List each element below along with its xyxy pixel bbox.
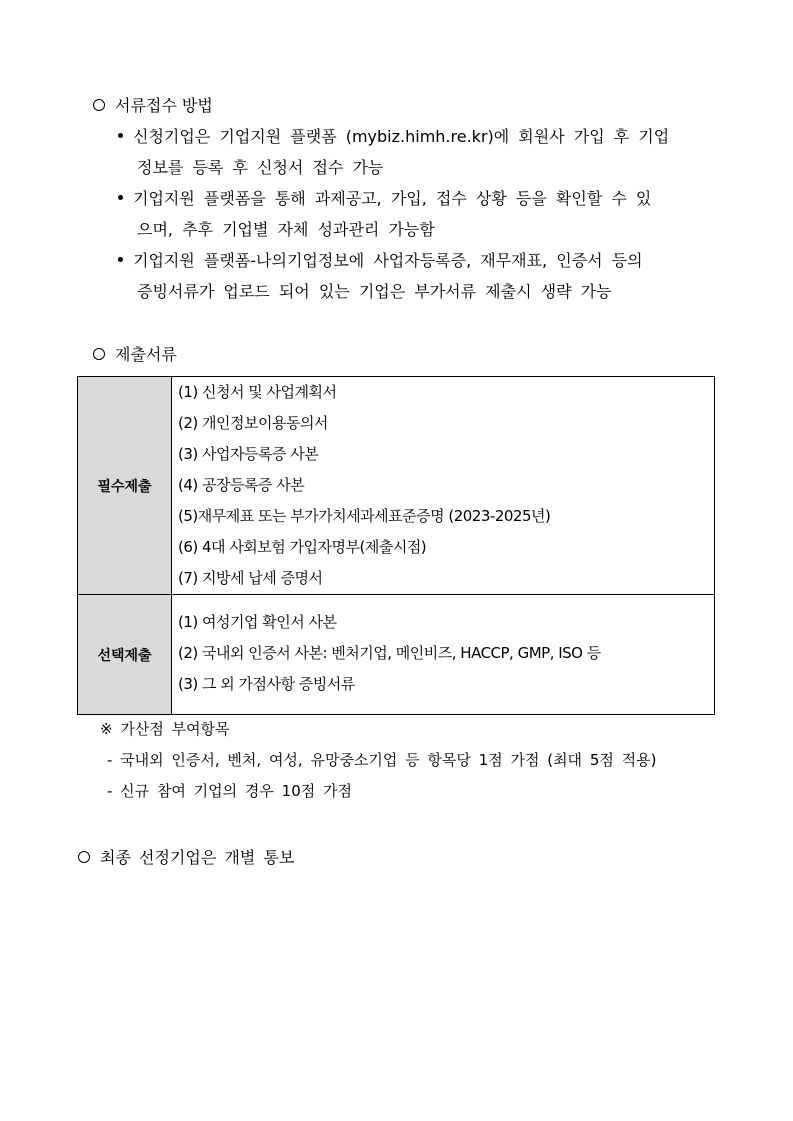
optional-items-cell [172, 595, 715, 715]
required-item: (3) 사업자등록증 사본 [178, 445, 319, 463]
required-item: (4) 공장등록증 사본 [178, 476, 305, 494]
bullet-text: 정보를 등록 후 신청서 접수 가능 [137, 158, 384, 177]
required-item: (1) 신청서 및 사업계획서 [178, 383, 337, 401]
optional-row [78, 595, 715, 715]
bullet-item [118, 248, 643, 271]
bonus-note-item: - 신규 참여 기업의 경우 10점 가점 [107, 782, 352, 800]
section-heading-submission-method [93, 93, 213, 116]
bonus-note-title: ※ 가산점 부여항목 [100, 720, 230, 738]
bullet-dot-icon [118, 195, 123, 200]
section-heading-documents [93, 342, 177, 365]
section-title: 제출서류 [115, 345, 177, 364]
bonus-note-item: - 국내외 인증서, 벤처, 여성, 유망중소기업 등 항목당 1점 가점 (최대 5점 적용) [107, 751, 657, 769]
optional-item: (2) 국내외 인증서 사본: 벤처기업, 메인비즈, HACCP, GMP, ISO 등 [178, 644, 601, 662]
circle-marker-icon [93, 348, 105, 360]
section-title: 서류접수 방법 [115, 96, 213, 115]
optional-item: (3) 그 외 가점사항 증빙서류 [178, 675, 355, 693]
bullet-dot-icon [118, 257, 123, 262]
bullet-text: 기업지원 플랫폼을 통해 과제공고, 가입, 접수 상황 등을 확인할 수 있 [133, 189, 652, 208]
documents-table [77, 376, 715, 715]
required-item: (2) 개인정보이용동의서 [178, 414, 328, 432]
bullet-dot-icon [118, 133, 123, 138]
bullet-continuation [137, 217, 435, 240]
optional-item: (1) 여성기업 확인서 사본 [178, 613, 337, 631]
bullet-item [118, 124, 669, 147]
bullet-continuation [137, 279, 612, 302]
bullet-item [118, 186, 651, 209]
bullet-text: 으며, 추후 기업별 자체 성과관리 가능함 [137, 220, 435, 239]
section-heading-final-notice [78, 845, 294, 868]
required-row [78, 377, 715, 595]
required-item: (7) 지방세 납세 증명서 [178, 569, 323, 587]
required-item: (6) 4대 사회보험 가입자명부(제출시점) [178, 538, 427, 556]
optional-label: 선택제출 [78, 595, 172, 715]
required-item: (5)재무제표 또는 부가가치세과세표준증명 (2023-2025년) [178, 507, 551, 525]
bullet-continuation [137, 155, 383, 178]
circle-marker-icon [93, 99, 105, 111]
bullet-text: 신청기업은 기업지원 플랫폼 (mybiz.himh.re.kr)에 회원사 가입 후 기업 [133, 127, 670, 146]
bullet-text: 기업지원 플랫폼-나의기업정보에 사업자등록증, 재무재표, 인증서 등의 [133, 251, 643, 270]
section-title: 최종 선정기업은 개별 통보 [100, 848, 295, 867]
bullet-text: 증빙서류가 업로드 되어 있는 기업은 부가서류 제출시 생략 가능 [137, 282, 612, 301]
required-label: 필수제출 [78, 377, 172, 595]
circle-marker-icon [78, 851, 90, 863]
required-items-cell [172, 377, 715, 595]
